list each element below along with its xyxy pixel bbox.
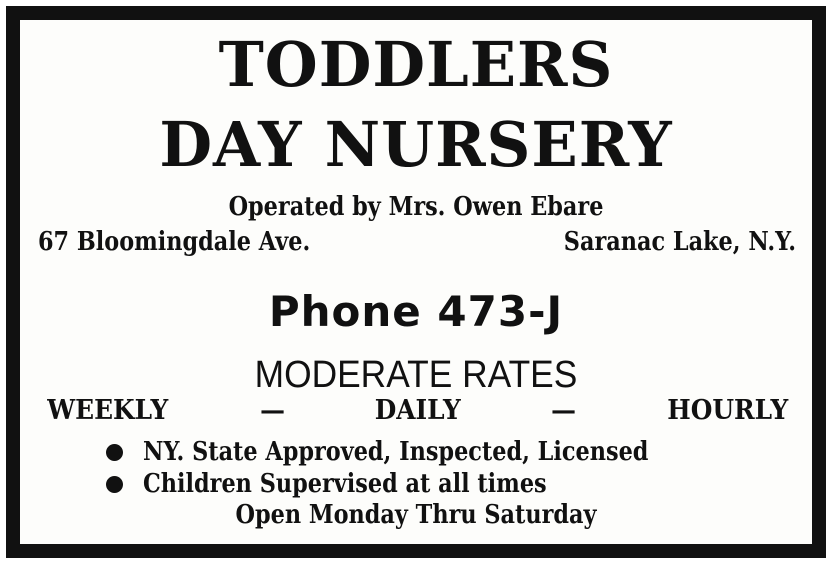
title-line-2: DAY NURSERY — [159, 108, 673, 181]
address-row — [38, 227, 796, 257]
opening-hours: Open Monday Thru Saturday — [235, 500, 597, 530]
rate-frequency-row — [42, 396, 794, 426]
frequency-daily: DAILY — [374, 395, 461, 426]
phone-number: Phone 473-J — [268, 287, 564, 336]
frequency-separator: — — [551, 395, 577, 426]
bullet-icon — [106, 476, 123, 493]
advertisement-frame — [6, 6, 826, 558]
bullet-icon — [106, 444, 123, 461]
feature-text: Children Supervised at all times — [143, 469, 547, 499]
frequency-hourly: HOURLY — [667, 395, 789, 426]
feature-text: NY. State Approved, Inspected, Licensed — [143, 437, 649, 467]
frequency-separator: — — [259, 395, 285, 426]
operator-line: Operated by Mrs. Owen Ebare — [228, 192, 604, 222]
feature-list — [106, 436, 731, 500]
frequency-weekly: WEEKLY — [47, 395, 169, 426]
list-item — [106, 436, 731, 468]
title-line-1: TODDLERS — [218, 28, 614, 101]
street-address: 67 Bloomingdale Ave. — [38, 227, 311, 257]
rates-heading: MODERATE RATES — [254, 354, 578, 396]
city-state: Saranac Lake, N.Y. — [563, 227, 796, 257]
advertisement-body — [20, 20, 812, 544]
list-item — [106, 468, 731, 500]
